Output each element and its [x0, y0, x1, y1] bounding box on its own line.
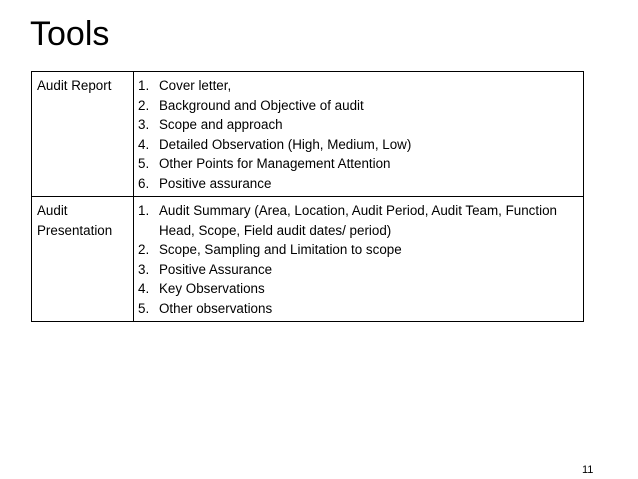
item-number: 1. — [138, 78, 150, 93]
item-text: Cover letter, — [159, 78, 232, 93]
item-text: Background and Objective of audit — [159, 97, 364, 113]
list-item — [138, 76, 577, 96]
audit-report-list — [138, 76, 577, 193]
table-row — [32, 197, 584, 322]
list-item — [138, 115, 577, 135]
item-text: Scope and approach — [159, 117, 283, 132]
item-number: 5. — [138, 300, 150, 316]
item-text: Other Points for Management Attention — [159, 156, 391, 171]
item-text: Scope, Sampling and Limitation to scope — [159, 242, 402, 257]
slide-title: Tools — [30, 15, 110, 53]
list-item — [138, 135, 577, 155]
list-item — [138, 299, 577, 319]
row-label: Audit Presentation — [32, 197, 134, 322]
item-number: 5. — [138, 156, 150, 171]
list-item — [138, 154, 577, 174]
item-number: 1. — [138, 203, 150, 218]
row-items — [134, 72, 584, 197]
audit-presentation-list — [138, 201, 577, 318]
list-item — [138, 240, 577, 260]
item-number: 4. — [138, 281, 150, 296]
item-text: Audit Summary (Area, Location, Audit Period, Audit Team, Function Head, Scope, Field audit dates/ period) — [159, 203, 557, 238]
item-text: Detailed Observation (High, Medium, Low) — [159, 136, 412, 152]
item-text: Positive assurance — [159, 175, 272, 191]
row-label: Audit Report — [32, 72, 134, 197]
row-items — [134, 197, 584, 322]
tools-table — [31, 71, 584, 322]
item-number: 4. — [138, 136, 150, 152]
list-item — [138, 174, 577, 194]
list-item — [138, 201, 577, 240]
item-number: 3. — [138, 117, 150, 132]
list-item — [138, 96, 577, 116]
item-text: Other observations — [159, 300, 273, 316]
list-item — [138, 279, 577, 299]
table-row — [32, 72, 584, 197]
item-number: 3. — [138, 261, 150, 277]
item-number: 2. — [138, 97, 150, 113]
page-number: 11 — [582, 464, 594, 476]
list-item — [138, 260, 577, 280]
item-text: Key Observations — [159, 281, 265, 296]
item-text: Positive Assurance — [159, 261, 273, 277]
item-number: 6. — [138, 175, 150, 191]
item-number: 2. — [138, 242, 150, 257]
